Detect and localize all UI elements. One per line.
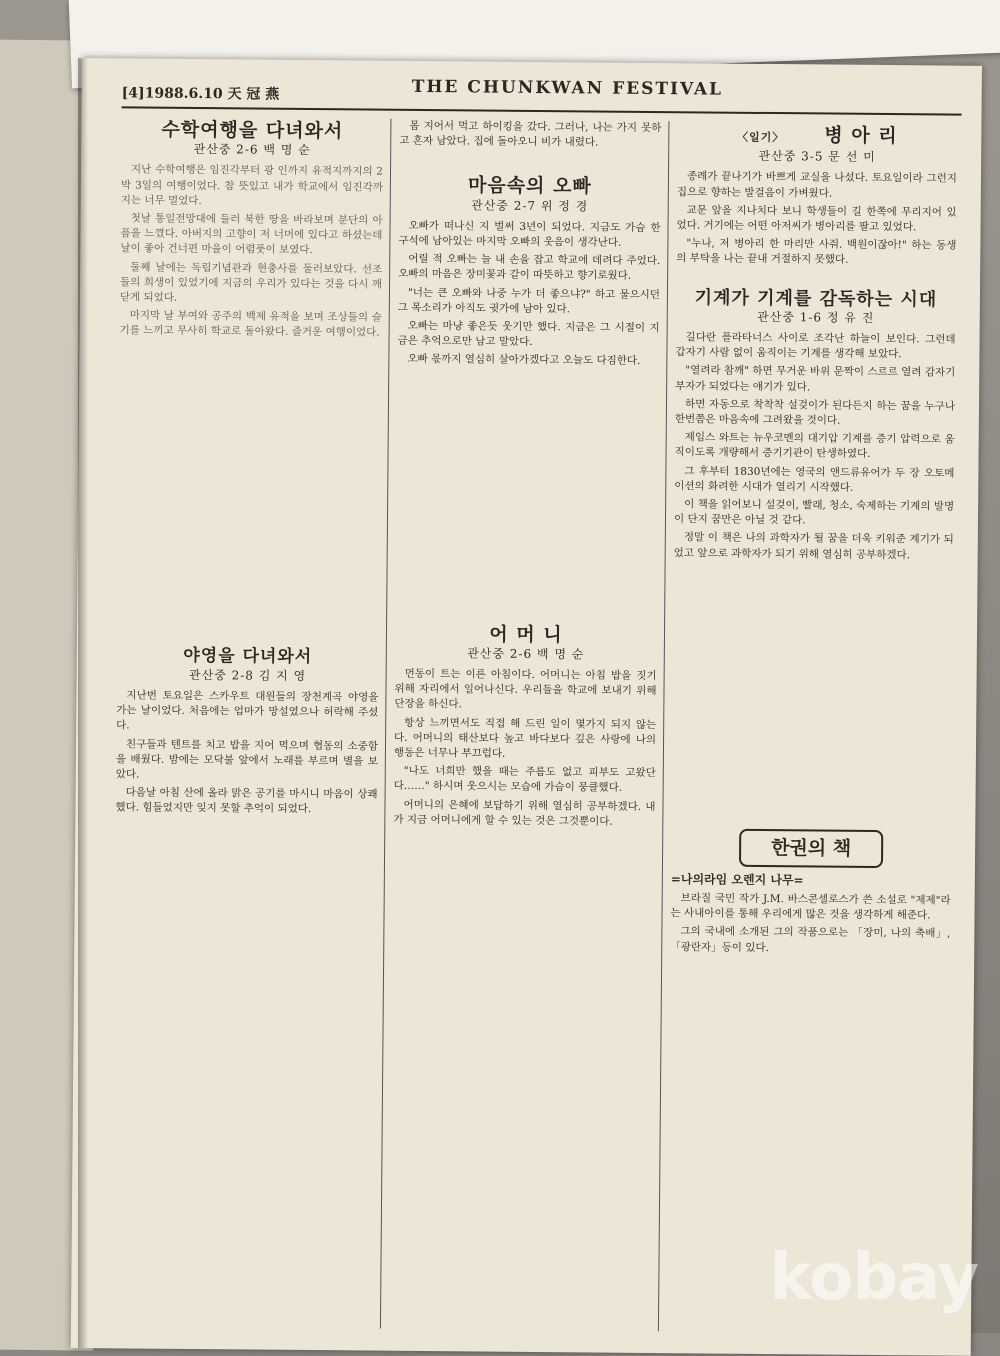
column-2 — [393, 119, 661, 833]
article-paragraph: "열려라 참깨" 하면 무거운 바위 문짝이 스르르 열려 감자기 부자가 되었다는 얘기가 있다. — [675, 364, 956, 394]
article-paragraph: 항상 느끼면서도 직접 해 드린 일이 몇가지 되지 않는다. 어머니의 태산보다 높고 바다보다 깊은 사랑에 나의 행동은 너무나 부끄럽다. — [393, 716, 657, 760]
article-paragraph: "나도 너희만 했을 때는 주름도 없고 피부도 고왔단다……" 하시며 웃으시는 모습에 가슴이 뭉클했다. — [393, 765, 656, 795]
spacer — [671, 564, 953, 816]
spacer — [399, 152, 661, 174]
article-paragraph: 첫날 통일전망대에 들러 북한 땅을 바라보며 분단의 아픔을 느꼈다. 아버지의 고향이 저 너머에 있다고 하셨는데 날이 좋아 건너편 마을이 어렴풋이 보였다. — [120, 212, 383, 257]
article-paragraph: 지난번 토요일은 스카우트 대원들의 장천계곡 야영을 가는 날이었다. 처음에는 엄마가 망설였으나 허락해 주셨다. — [116, 689, 379, 732]
article-paragraph: 어릴 적 오빠는 늘 내 손을 잡고 학교에 데려다 주었다. 오빠의 마음은 장미꽃과 같이 따뜻하고 향기로웠다. — [398, 253, 661, 283]
book-section-box: 한권의 책 — [739, 829, 883, 868]
article-title: 야영을 다녀와서 — [183, 645, 313, 667]
article-paragraph: 친구들과 텐트를 치고 밥을 지어 먹으며 협동의 소중함을 배웠다. 밤에는 모닥불 앞에서 노래를 부르며 별을 보았다. — [115, 738, 379, 781]
newspaper-title: THE CHUNKWAN FESTIVAL — [411, 76, 724, 100]
article-byline: 관산중 2-7 위 정 경 — [471, 198, 589, 214]
article-paragraph: 그의 국내에 소개된 그의 작품으로는 「장미, 나의 축배」, 「광란자」등이 있다. — [670, 925, 951, 954]
article-title: 병 아 리 — [824, 124, 898, 148]
issue-line: [4]1988.6.10 天 冠 燕 — [121, 85, 280, 103]
masthead — [122, 74, 962, 115]
article-paragraph: 마지막 날 부여와 공주의 백제 유적을 보며 조상들의 슬기를 느끼고 무사히 학교로 돌아왔다. 즐거운 여행이었다. — [119, 309, 382, 340]
column-1 — [115, 116, 383, 821]
article-paragraph: 정말 이 책은 나의 과학자가 될 꿈을 더욱 키워준 계기가 되었고 앞으로 과학자가 되기 위해 열심히 공부하겠다. — [673, 531, 954, 561]
article-paragraph: 지난 수학여행은 임진각부터 광 인까지 유적지까지의 2박 3일의 여행이었다. 참 뜻있고 내가 학교에서 임진각까지는 너무 멀었다. — [120, 163, 384, 207]
article-paragraph: 제임스 와트는 뉴우코멘의 대기압 기계를 증기 압력으로 움직이도록 개량해서 증기기관이 탄생하였다. — [674, 431, 955, 461]
article-paragraph: 오빠 몫까지 열심히 살아가겠다고 오늘도 다짐한다. — [407, 353, 641, 368]
article-title: 마음속의 오빠 — [467, 174, 592, 198]
page-shadow — [78, 58, 88, 1348]
article-paragraph: 오빠는 마냥 좋은듯 웃기만 했다. 지금은 그 시절이 지금은 추억으로만 남고 말았다. — [397, 319, 660, 349]
article-byline: 관산중 3-5 문 선 미 — [758, 149, 876, 165]
article-byline: 관산중 2-6 백 명 순 — [193, 142, 311, 158]
book-subtitle: =나의라임 오렌지 나무= — [670, 872, 804, 888]
column-3 — [670, 121, 957, 960]
article-byline: 관산중 1-6 정 유 진 — [757, 309, 875, 325]
article-paragraph: "누나, 저 병아리 한 마리만 사줘. 백원이잖아!" 하는 동생의 부탁을 나는 끝내 거절하지 못했다. — [676, 237, 957, 267]
article-paragraph: 그 후부터 1830년에는 영국의 앤드류유어가 두 장 오토메이션의 화려한 시대가 열리기 시작했다. — [674, 464, 955, 494]
article-byline: 관산중 2-6 백 명 순 — [467, 646, 585, 662]
article-paragraph: 어머니의 은혜에 보답하기 위해 열심히 공부하겠다. 내가 지금 어머니에게 할 수 있는 것은 그것뿐이다. — [393, 798, 656, 828]
article-paragraph: 둘째 날에는 독립기념관과 현충사를 둘러보았다. 선조들의 희생이 있었기에 지금의 우리가 있다는 것을 다시 깨닫게 되었다. — [119, 261, 383, 304]
spacer — [395, 370, 659, 622]
watermark-logo: kobay — [769, 1241, 978, 1315]
article-paragraph: 하면 자동으로 착착착 설겆이가 된다든지 하는 꿈을 누구나 한번쯤은 마음속에 그려왔을 것이다. — [674, 398, 956, 427]
article-paragraph: 몸 지어서 먹고 하이킹을 갔다. 그러나, 나는 가지 못하고 혼자 남았다. 집에 돌아오니 비가 내렸다. — [399, 119, 662, 149]
newspaper-page — [71, 58, 982, 1356]
article-paragraph: 종례가 끝나기가 바쁘게 교실을 나섰다. 토요일이라 그런지 집으로 향하는 발걸음이 가벼웠다. — [676, 170, 958, 200]
article-paragraph: 먼동이 트는 이른 아침이다. 어머니는 아침 밥을 짓기 위해 자리에서 일어나신다. 우리들을 학교에 보내기 위해 단장을 하신다. — [394, 667, 657, 711]
article-paragraph: 이 책을 읽어보니 설겆이, 빨래, 청소, 숙제하는 기계의 발명이 단지 꿈만은 아닐 것 같다. — [673, 498, 955, 527]
article-paragraph: 브라질 국민 작가 J.M. 바스콘셀로스가 쓴 소설로 "제제"라는 사내아이를 통해 우리에게 많은 것을 생각하게 해준다. — [670, 892, 951, 922]
article-paragraph: 오빠가 떠나신 지 벌써 3년이 되었다. 지금도 가슴 한 구석에 남아있는 마지막 오빠의 웃음이 생각난다. — [398, 219, 661, 249]
article-paragraph: 다음날 아침 산에 올라 맑은 공기를 마시니 마음이 상쾌했다. 힘들었지만 잊지 못할 추억이 되었다. — [115, 786, 378, 816]
article-title: 어 머 니 — [489, 623, 563, 646]
article-byline: 관산중 2-8 김 지 영 — [188, 667, 307, 683]
article-paragraph: 길다란 플라타너스 사이로 조각난 하늘이 보인다. 그런데 갑자기 사람 없이 움직이는 기계를 생각해 보았다. — [675, 331, 956, 361]
article-title: 수학여행을 다녀와서 — [161, 118, 344, 143]
spacer — [117, 342, 382, 644]
article-title: 기계가 기계를 감독하는 시대 — [694, 286, 938, 311]
spacer — [676, 270, 956, 286]
article-paragraph: 교문 앞을 지나치다 보니 학생들이 길 한쪽에 무리지어 있었다. 거기에는 어떤 아저씨가 병아리를 팔고 있었다. — [676, 204, 957, 234]
article-paragraph: "너는 큰 오빠와 나중 누가 더 좋으냐?" 하고 물으시던 그 목소리가 아직도 귓가에 남아 있다. — [397, 286, 661, 316]
diary-tag: 〈일기〉 — [736, 130, 785, 145]
